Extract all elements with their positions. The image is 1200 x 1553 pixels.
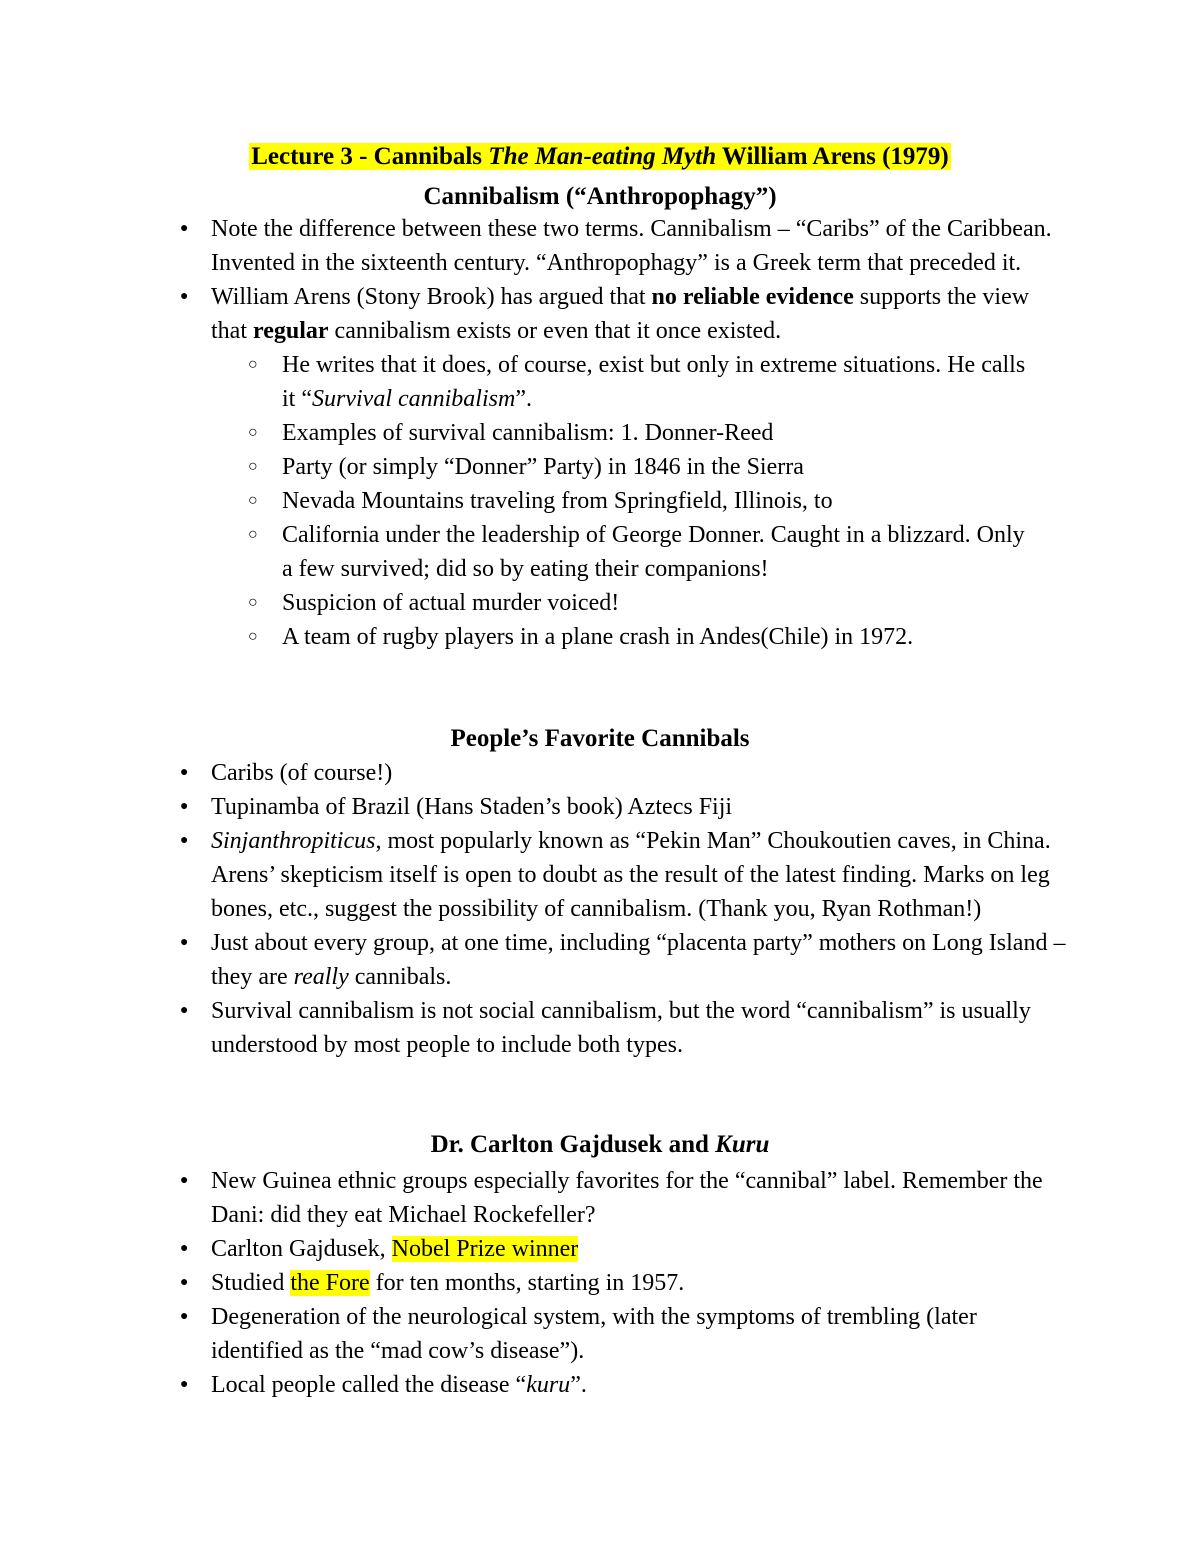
- section-heading-cannibalism: Cannibalism (“Anthropophagy”): [423, 183, 777, 210]
- list-item: ● New Guinea ethnic groups especially favorites for the “cannibal” label. Remember the Dani: did they eat Michael Rockefeller?: [0, 1164, 1200, 1232]
- list-item: ● Studied the Fore for ten months, starting in 1957.: [0, 1266, 1200, 1300]
- title-highlight: [249, 143, 951, 170]
- list-item: ● Survival cannibalism is not social cannibalism, but the word “cannibalism” is usually understood by most people to include both types.: [0, 994, 1200, 1062]
- list-item: ● Note the difference between these two terms. Cannibalism – “Caribs” of the Caribbean. Invented in the sixteenth century. “Anthropophagy” is a Greek term that preceded it.: [0, 212, 1200, 280]
- list-item: ● Local people called the disease “kuru”.: [0, 1368, 1200, 1402]
- list-item: ● Degeneration of the neurological system, with the symptoms of trembling (later identified as the “mad cow’s disease”).: [0, 1300, 1200, 1368]
- sub-list-item: ○ California under the leadership of George Donner. Caught in a blizzard. Only a few survived; did so by eating their companions!: [0, 518, 1200, 586]
- sub-list-item: ○ He writes that it does, of course, exist but only in extreme situations. He calls it “Survival cannibalism”.: [0, 348, 1200, 416]
- section2-list: [0, 756, 1200, 1062]
- sub-list-item: ○ Examples of survival cannibalism: 1. Donner-Reed: [0, 416, 1200, 450]
- sub-list-item: ○ Party (or simply “Donner” Party) in 1846 in the Sierra: [0, 450, 1200, 484]
- sub-list-item: ○ Nevada Mountains traveling from Springfield, Illinois, to: [0, 484, 1200, 518]
- list-item: ● Caribs (of course!): [0, 756, 1200, 790]
- list-item: ● Just about every group, at one time, including “placenta party” mothers on Long Island – they are really cannibals.: [0, 926, 1200, 994]
- sub-list-item: ○ Suspicion of actual murder voiced!: [0, 586, 1200, 620]
- highlight-fore: the Fore: [290, 1270, 370, 1296]
- lecture-title: [0, 140, 1200, 174]
- list-item: ● Tupinamba of Brazil (Hans Staden’s book) Aztecs Fiji: [0, 790, 1200, 824]
- list-item: ● William Arens (Stony Brook) has argued that no reliable evidence supports the view that regular cannibalism exists or even that it once existed.: [0, 280, 1200, 348]
- title-lead: Lecture 3 - Cannibals: [251, 143, 489, 170]
- section3-list: [0, 1164, 1200, 1402]
- list-item: ● Sinjanthropiticus, most popularly known as “Pekin Man” Choukoutien caves, in China. Arens’ skepticism itself is open to doubt as the result of the latest finding. Marks on leg bones, etc., suggest the possibility of cannibalism. (Thank you, Ryan Rothman!): [0, 824, 1200, 926]
- section-heading-favorite-cannibals: People’s Favorite Cannibals: [450, 725, 750, 752]
- sub-list-item: ○ A team of rugby players in a plane crash in Andes(Chile) in 1972.: [0, 620, 1200, 654]
- list-item: ● Carlton Gajdusek, Nobel Prize winner: [0, 1232, 1200, 1266]
- section1-list: [0, 212, 1200, 654]
- highlight-nobel: Nobel Prize winner: [391, 1236, 579, 1262]
- title-tail: William Arens (1979): [716, 143, 949, 170]
- title-book: The Man-eating Myth: [488, 143, 717, 170]
- section-heading-gajdusek-kuru: Dr. Carlton Gajdusek and Kuru: [430, 1131, 770, 1158]
